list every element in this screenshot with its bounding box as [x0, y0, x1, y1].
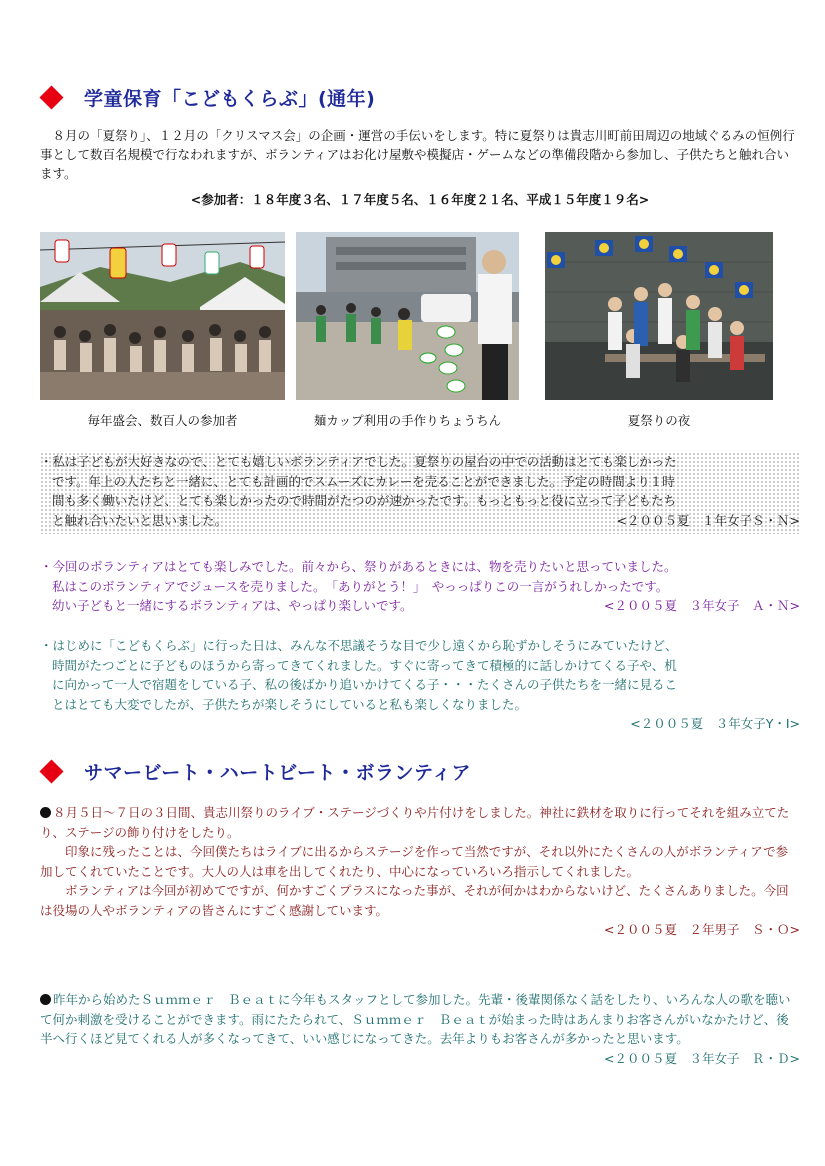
volunteer-comment-2: ・今回のボランティアはとても楽しみでした。前々から、祭りがあるときには、物を売りたいと思っていました。 私はこのボランティアでジュースを売りました。 「ありがとう！」 やっっぱりこの一言がうれしかったです。 幼い子どもと一緒にするボランティアは、やっぱり楽しいです。 <２００５夏 ３年女子 Ａ・Ｎ> — [40, 557, 800, 616]
comment-signature: <２００５夏 ３年女子Y・I> — [630, 716, 800, 731]
participants-line: <参加者：１８年度３名、１７年度５名、１６年度２１名、平成１５年度１９名> — [190, 192, 650, 207]
section-title: 学童保育「こどもくらぶ」(通年) — [84, 88, 376, 110]
comment-signature: <２００５夏 ２年男子 Ｓ・Ｏ> — [604, 922, 800, 937]
photo-caption-3: 夏祭りの夜 — [627, 413, 691, 428]
volunteer-comment-1: ・私は子どもが大好きなので、とても嬉しいボランティアでした。夏祭りの屋台の中での活動はとても楽しかった です。年上の人たちと一緒に、とても計画的でスムーズにカレーを売ることができました。予定の時間より１時 間も多く働いたけど、とても楽しかったので時間がたつのが速かったです。もっともっと役に立って子どもたち と触れ合いたいと思いました。 <２００５夏 １年女子Ｓ・Ｎ> — [40, 452, 800, 534]
volunteer-comment-3: ・はじめに「こどもくらぶ」に行った日は、みんな不思議そうな目で少し遠くから恥ずかしそうにみていたけど、 時間がたつごとに子どものほうから寄ってきてくれました。すぐに寄ってきて積極的に話しかけてくる子や、机 に向かって一人で宿題をしている子、私の後ばかり追いかけてくる子・・・たくさんの子供たちを一緒に見るこ とはとても大変でしたが、子供たちが楽しそうにしていると私も楽しくなりました。 <２００５夏 ３年女子Y・I> — [40, 636, 800, 734]
summer-beat-comment-2: 昨年から始めたＳｕｍｍｅｒ Ｂｅａｔに今年もスタッフとして参加した。先輩・後輩関係なく話をしたり、いろんな人の歌を聴いて何か刺激を受けることができます。雨にたたられて、Ｓｕｍｍｅｒ Ｂｅａｔが始まった時はあんまりお客さんがいなかたけど、後半へ行くほど見てくれる人が多くなってきて、いい感じになってきた。去年よりもお客さんが多かったと思います。 <２００５夏 ３年女子 Ｒ・Ｄ> — [40, 990, 800, 1068]
summer-beat-comment-1: ８月５日～７日の３日間、貴志川祭りのライブ・ステージづくりや片付けをしました。神社に鉄材を取りに行ってそれを組み立てたり、ステージの飾り付けをしたり。 印象に残ったことは、今回僕たちはライブに出るからステージを作って当然ですが、それ以外にたくさんの人がボランティアで参加してくれていたことです。大人の人は車を出してくれたり、中心になっていろいろ指示してくれました。 ボランティアは今回が初めてですが、何かすごくプラスになった事が、それが何かはわからないけど、たくさんありました。今回は役場の人やボランティアの皆さんにすごく感謝しています。 <２００５夏 ２年男子 Ｓ・Ｏ> — [40, 803, 800, 940]
comment-signature: <２００５夏 ３年女子 Ｒ・Ｄ> — [604, 1050, 800, 1066]
photo-festival-crowd — [40, 232, 285, 400]
photo-handmade-lanterns — [296, 232, 519, 400]
bullet-dot-icon — [40, 807, 51, 818]
section-heading-summer-beat — [40, 758, 471, 785]
red-diamond-icon — [39, 759, 63, 783]
bullet-dot-icon — [40, 994, 51, 1005]
photo-caption-1: 毎年盛会、数百人の参加者 — [87, 413, 238, 428]
section-heading-kodomo-club — [40, 84, 375, 111]
comment-signature: <２００５夏 １年女子Ｓ・Ｎ> — [616, 512, 800, 528]
section-title: サマービート・ハートビート・ボランティア — [84, 762, 471, 784]
photo-festival-night — [545, 232, 773, 400]
intro-paragraph: ８月の「夏祭り」、１２月の「クリスマス会」の企画・運営の手伝いをします。特に夏祭りは貴志川町前田周辺の地域ぐるみの恒例行事として数百名規模で行なわれますが、ボランティアはお化け屋敷や模擬店・ゲームなどの準備段階から参加し、子供たちと触れ合います。 — [40, 128, 795, 181]
red-diamond-icon — [39, 85, 63, 109]
photo-caption-2: 麺カップ利用の手作りちょうちん — [313, 413, 502, 428]
comment-signature: <２００５夏 ３年女子 Ａ・Ｎ> — [604, 598, 800, 613]
